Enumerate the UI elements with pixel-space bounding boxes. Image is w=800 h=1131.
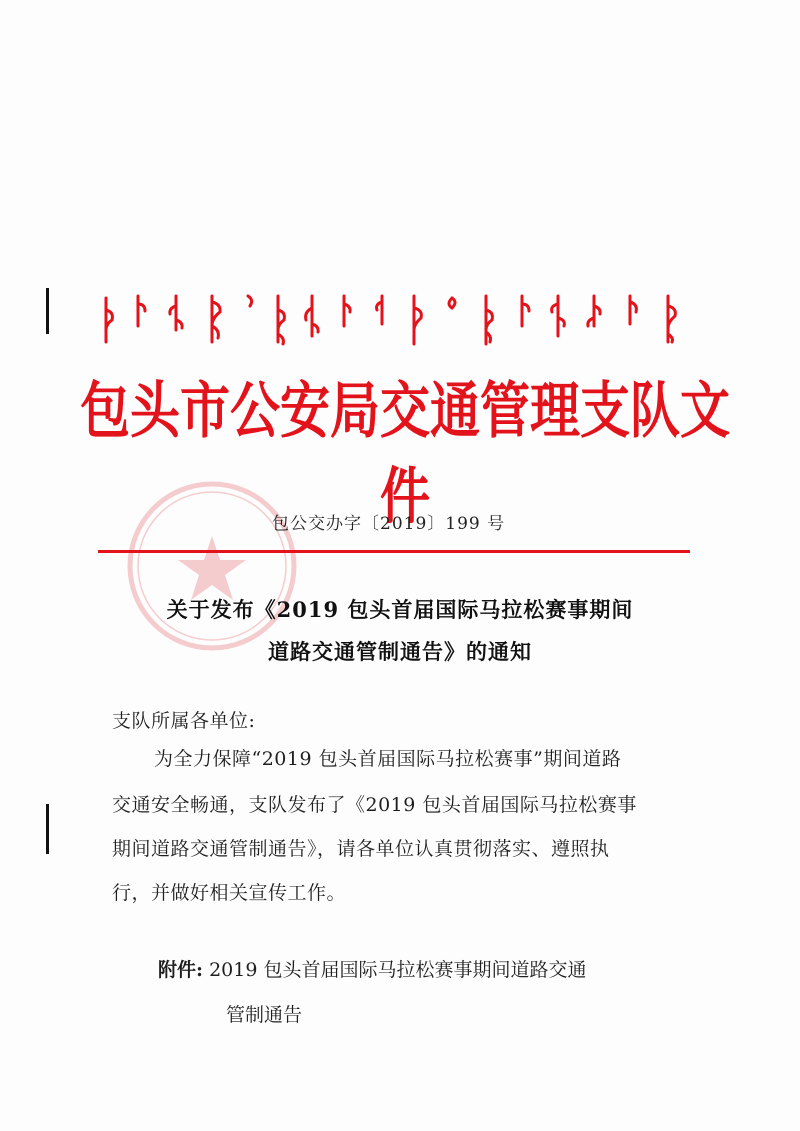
- attachment-text-line-2: 管制通告: [226, 1004, 303, 1026]
- attachment-line: [158, 955, 586, 982]
- salutation: 支队所属各单位:: [112, 710, 256, 732]
- attachment-label: 附件:: [158, 959, 204, 981]
- notice-title-line-2: 道路交通管制通告》的通知: [268, 639, 532, 664]
- binding-mark-middle: [46, 804, 49, 854]
- body-line-3: 期间道路交通管制通告》，请各单位认真贯彻落实、遵照执: [112, 838, 610, 860]
- body-line-2: 交通安全畅通，支队发布了《2019 包头首届国际马拉松赛事: [112, 794, 637, 816]
- body-line-4: 行，并做好相关宣传工作。: [112, 882, 347, 904]
- official-seal-watermark: [122, 476, 302, 656]
- document-number: 包公交办字〔2019〕199 号: [272, 514, 506, 534]
- mongolian-script-header: [98, 290, 698, 350]
- body-line-1: 为全力保障“2019 包头首届国际马拉松赛事”期间道路: [154, 748, 622, 770]
- agency-document-title: 包头市公安局交通管理支队文件: [80, 375, 730, 532]
- header-divider-line: [98, 550, 690, 553]
- binding-mark-top: [46, 288, 49, 334]
- attachment-text-line-1: 2019 包头首届国际马拉松赛事期间道路交通: [209, 959, 587, 981]
- notice-title-line-1: 关于发布《2019 包头首届国际马拉松赛事期间: [166, 597, 634, 622]
